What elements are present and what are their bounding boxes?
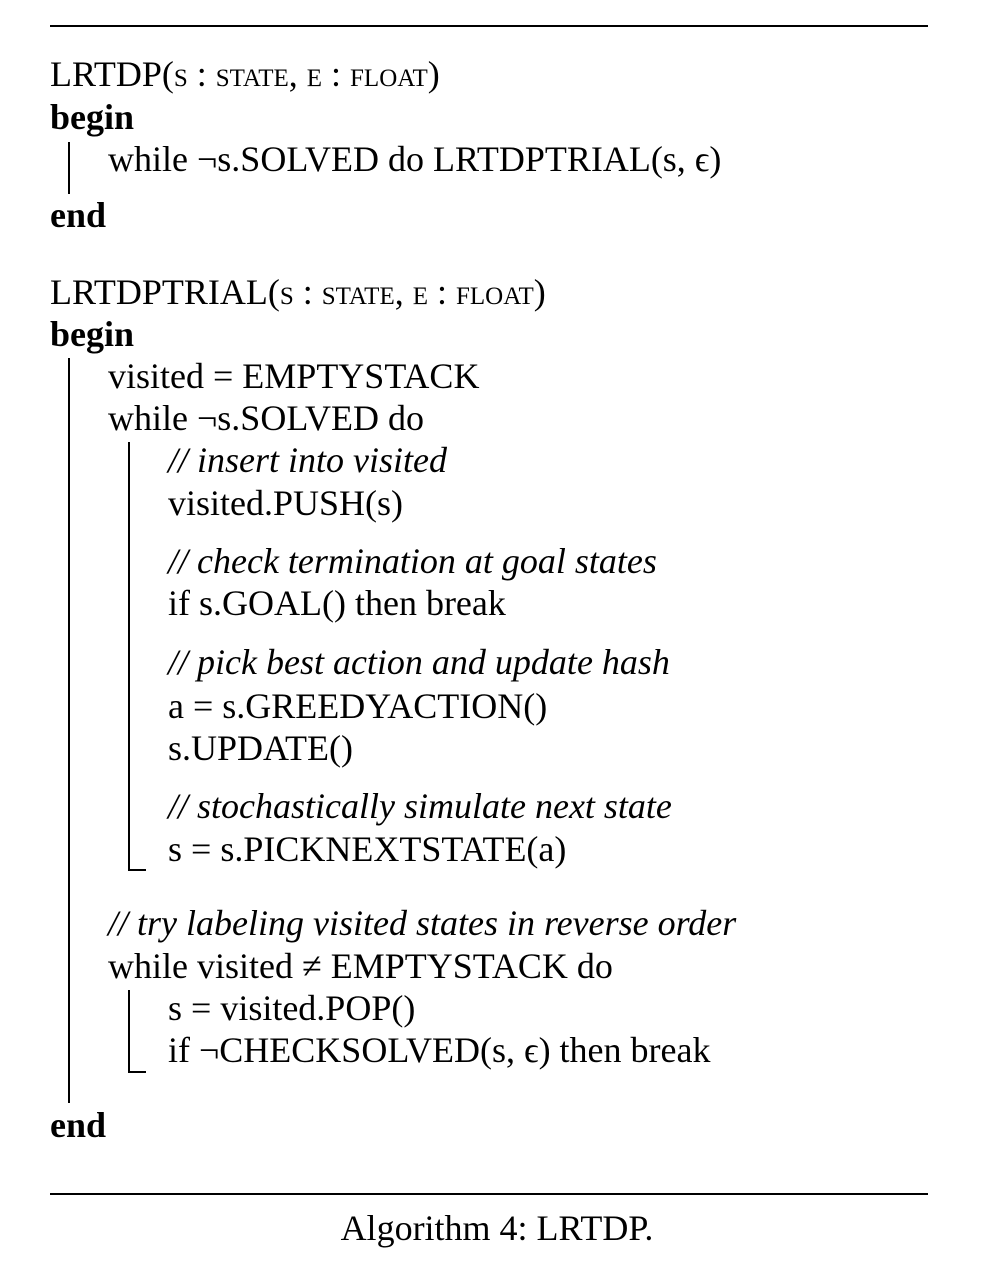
while1-block-bar [128,442,130,870]
while2-block-bar [128,990,130,1072]
comment-labeling: // try labeling visited states in reverse order [108,903,737,943]
lrtdp-while-line: while ¬s.SOLVED do LRTDPTRIAL(s, ϵ) [108,139,722,179]
lrtdp-end: end [50,195,107,235]
trial-end: end [50,1105,107,1145]
trial-while-solved: while ¬s.SOLVED do [108,398,424,438]
greedy-action-line: a = s.GREEDYACTION() [168,686,548,726]
comment-goal: // check termination at goal states [168,541,657,581]
lrtdp-block-bar [68,142,70,194]
bottom-rule [50,1193,928,1195]
trial-block-bar [68,358,70,1103]
update-line: s.UPDATE() [168,728,353,768]
comment-insert: // insert into visited [168,440,447,480]
trial-begin: begin [50,314,135,354]
push-line: visited.PUSH(s) [168,483,404,523]
trial-signature: LRTDPTRIAL(s : state, ϵ : float) [50,272,546,312]
pop-line: s = visited.POP() [168,988,416,1028]
while2-block-foot [128,1071,146,1073]
pick-next-state-line: s = s.PICKNEXTSTATE(a) [168,829,567,869]
trial-init-line: visited = EMPTYSTACK [108,356,480,396]
while1-block-foot [128,869,146,871]
lrtdp-signature: LRTDP(s : state, ϵ : float) [50,54,440,94]
goal-line: if s.GOAL() then break [168,583,506,623]
lrtdp-begin: begin [50,97,135,137]
comment-simulate: // stochastically simulate next state [168,786,672,826]
comment-pick: // pick best action and update hash [168,642,670,682]
algorithm-caption: Algorithm 4: LRTDP. [340,1208,654,1248]
top-rule [50,25,928,27]
trial-while-visited: while visited ≠ EMPTYSTACK do [108,946,613,986]
check-solved-line: if ¬CHECKSOLVED(s, ϵ) then break [168,1030,711,1070]
